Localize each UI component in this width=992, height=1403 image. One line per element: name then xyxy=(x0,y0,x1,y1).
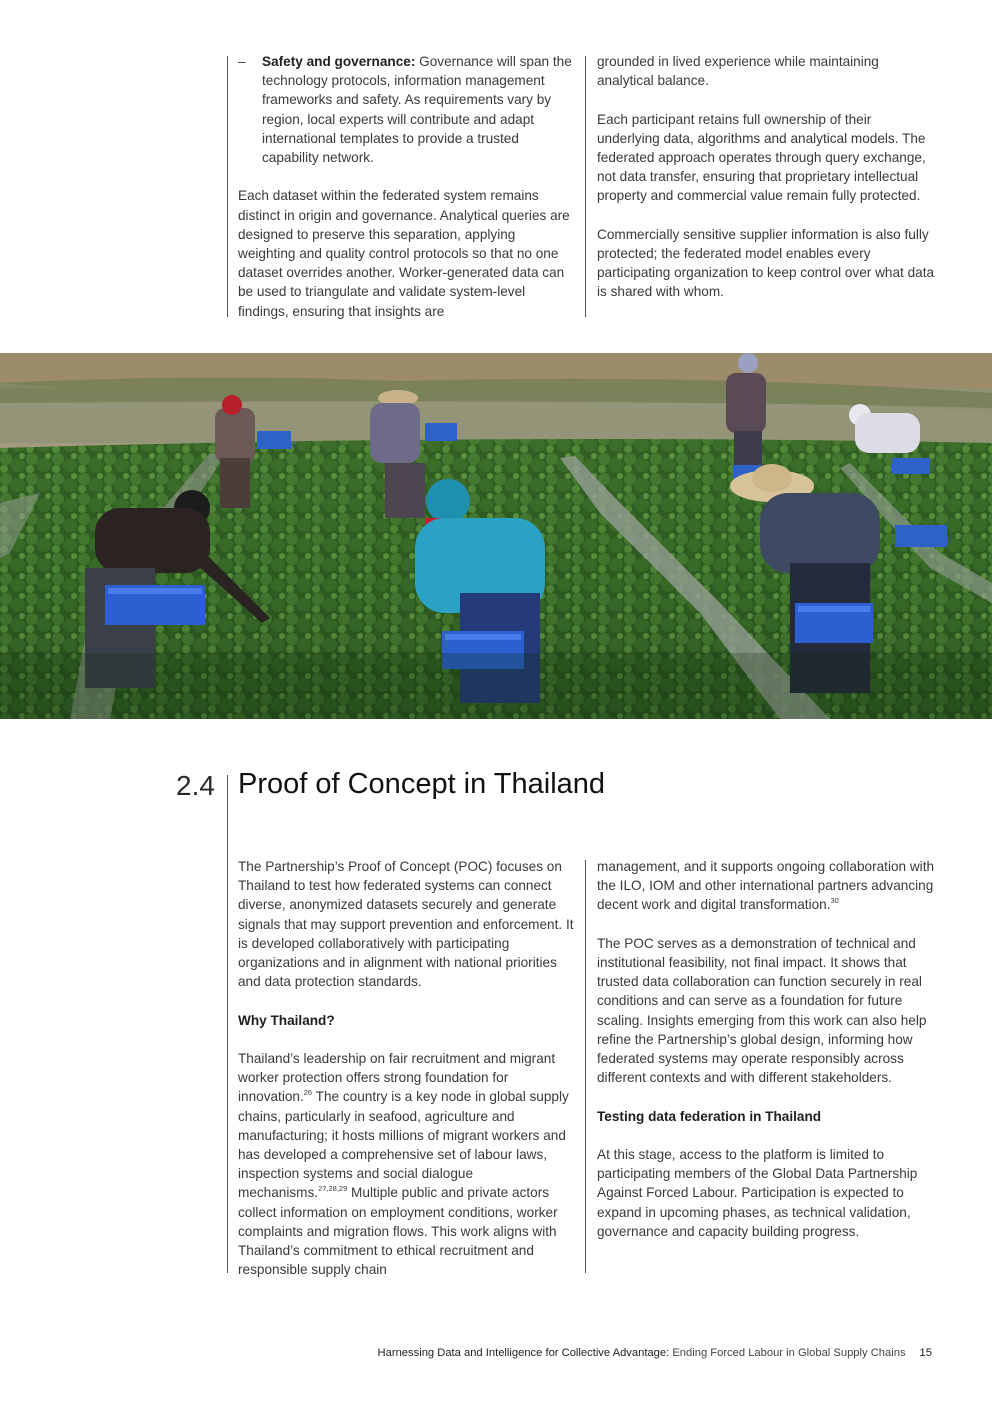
bullet-label: Safety and governance: xyxy=(262,54,416,69)
column-rule-top-left xyxy=(227,56,228,317)
footnote-ref: 26 xyxy=(303,1088,313,1098)
text-span: The country is a key node in global supply chains, particularly in seafood, agriculture and manufacturing; it hosts millions of migrant workers and has developed a comprehensive set of labour laws, inspection systems and social dialogue mechanisms. xyxy=(238,1089,569,1201)
paragraph: The Partnership’s Proof of Concept (POC) focuses on Thailand to test how federated systems can connect diverse, anonymized datasets securely and generate signals that may support prevention and enforcement. It is developed collaboratively with participating organizations and in alignment with national priorities and data protection standards. xyxy=(238,859,574,990)
heading-rule xyxy=(227,775,228,1273)
bullet-dash: – xyxy=(238,54,246,69)
footer-subtitle: Ending Forced Labour in Global Supply Chains xyxy=(669,1347,906,1359)
section-title: Proof of Concept in Thailand xyxy=(238,768,606,800)
paragraph: Each dataset within the federated system remains distinct in origin and governance. Analytical queries are designed to preserve this separation, applying weighting and quality control protocols so that no one dataset overrides another. Worker-generated data can be used to triangulate and validate system-level findings, ensuring that insights are xyxy=(238,188,570,319)
top-left-column xyxy=(238,52,574,321)
paragraph: Commercially sensitive supplier information is also fully protected; the federated model enables every participating organization to keep control over what data is shared with whom. xyxy=(597,226,935,300)
bullet-item xyxy=(238,52,574,167)
footer-title: Harnessing Data and Intelligence for Collective Advantage: xyxy=(377,1347,670,1359)
paragraph: At this stage, access to the platform is limited to participating members of the Global Data Partnership Against Forced Labour. Participation is expected to expand in upcoming phases, as technical validation, governance and capacity building progress. xyxy=(597,1147,918,1239)
footnote-ref: 30 xyxy=(830,896,839,906)
text-span: Multiple public and private actors collect information on employment conditions, worker complaints and migration flows. This work aligns with Thailand’s commitment to ethical recruitment and responsible supply chain xyxy=(238,1185,558,1278)
text-span: Thailand’s leadership on fair recruitment and migrant worker protection offers strong foundation for innovation. xyxy=(238,1051,556,1105)
paragraph: The POC serves as a demonstration of technical and institutional feasibility, not final impact. It shows that trusted data collaboration can function securely in real conditions and can serve as a foundation for future scaling. Insights emerging from this work can also help refine the Partnership’s global design, informing how federated systems may operate responsibly across different contexts and with different stakeholders. xyxy=(597,935,927,1086)
column-rule-bottom-right xyxy=(585,860,586,1273)
paragraph xyxy=(597,857,937,915)
paragraph: Each participant retains full ownership of their underlying data, algorithms and analytical models. The federated approach operates through query exchange, not data transfer, ensuring that proprietary intellectual property and commercial value remain fully protected. xyxy=(597,111,926,204)
bottom-left-column xyxy=(238,857,576,1279)
page-footer xyxy=(0,1347,932,1359)
bullet-text: Governance will span the technology protocols, information management frameworks and safety. As requirements vary by region, local experts will contribute and adapt international templates to provide a trusted capability network. xyxy=(262,54,572,166)
paragraph: grounded in lived experience while maintaining analytical balance. xyxy=(597,54,879,89)
farm-workers-photo xyxy=(0,353,992,719)
text-span: management, and it supports ongoing collaboration with the ILO, IOM and other international partners advancing decent work and digital transformation. xyxy=(597,859,935,913)
bottom-right-column xyxy=(597,857,937,1241)
page-number: 15 xyxy=(919,1347,932,1359)
top-right-column xyxy=(597,52,937,302)
footnote-ref: 27,28,29 xyxy=(318,1184,348,1194)
subheading-testing-federation: Testing data federation in Thailand xyxy=(597,1108,822,1124)
section-number: 2.4 xyxy=(176,770,215,801)
column-rule-top-right xyxy=(585,56,586,317)
paragraph xyxy=(238,1049,576,1279)
subheading-why-thailand: Why Thailand? xyxy=(238,1012,335,1028)
